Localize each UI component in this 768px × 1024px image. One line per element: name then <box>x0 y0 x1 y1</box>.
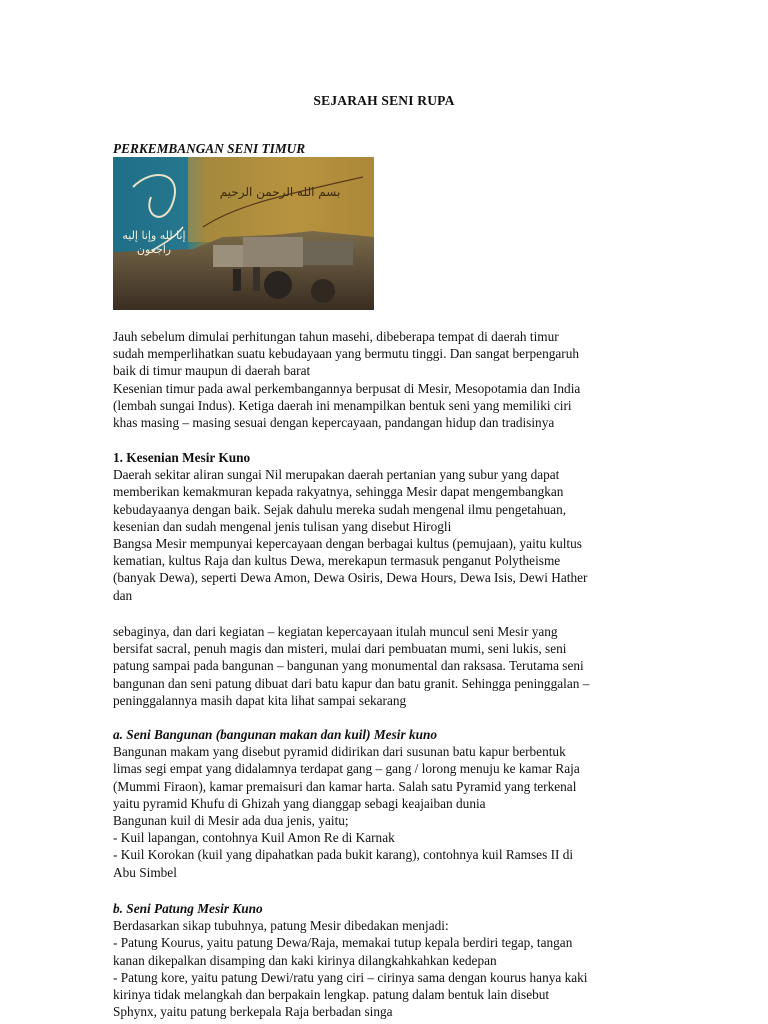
text-line: Bangsa Mesir mempunyai kepercayaan dengan berbagai kultus (pemujaan), yaitu kultus <box>113 535 582 551</box>
section-heading: PERKEMBANGAN SENI TIMUR <box>113 141 306 156</box>
text-line: sudah memperlihatkan suatu kebudayaan yang bermutu tinggi. Dan sangat berpengaruh <box>113 346 579 362</box>
page-title: SEJARAH SENI RUPA <box>313 93 455 108</box>
patung-heading: b. Seni Patung Mesir Kuno <box>113 901 263 916</box>
mesir-continued <box>113 623 658 709</box>
bangunan-section <box>113 726 658 881</box>
intro-paragraph <box>113 328 658 431</box>
text-line: peninggalannya masih dapat kita lihat sampai sekarang <box>113 692 407 708</box>
text-line: Sphynx, yaitu patung berkepala Raja berbadan singa <box>113 1004 393 1020</box>
text-line: Bangunan makam yang disebut pyramid didirikan dari susunan batu kapur berbentuk <box>113 744 566 760</box>
text-line: yaitu pyramid Khufu di Ghizah yang dianggap sebagi keajaiban dunia <box>113 795 486 811</box>
text-line: khas masing – masing sesuai dengan kepercayaan, pandangan hidup dan tradisinya <box>113 414 555 430</box>
text-line: - Patung kore, yaitu patung Dewi/ratu yang ciri – cirinya sama dengan kourus hanya kaki <box>113 969 588 985</box>
text-line: Daerah sekitar aliran sungai Nil merupakan daerah pertanian yang subur yang dapat <box>113 467 560 483</box>
text-line: Bangunan kuil di Mesir ada dua jenis, yaitu; <box>113 812 349 828</box>
text-line: Jauh sebelum dimulai perhitungan tahun masehi, dibeberapa tempat di daerah timur <box>113 329 559 344</box>
text-line: Berdasarkan sikap tubuhnya, patung Mesir dibedakan menjadi: <box>113 918 449 934</box>
text-line: kebudayaanya dengan baik. Sejak dahulu mereka sudah mengenal ilmu pengetahuan, <box>113 501 567 517</box>
bangunan-heading: a. Seni Bangunan (bangunan makan dan kuil) Mesir kuno <box>113 727 438 742</box>
text-line: - Kuil Korokan (kuil yang dipahatkan pada bukit karang), contohnya kuil Ramses II di <box>113 847 574 863</box>
mesir-section <box>113 449 658 604</box>
text-line: kirinya tidak melangkah dan berpakain lengkap. patung dalam bentuk lain disebut <box>113 986 550 1002</box>
text-line: Kesenian timur pada awal perkembangannya berpusat di Mesir, Mesopotamia dan India <box>113 380 581 396</box>
calligraphy-top-text: بسم الله الرحمن الرحيم <box>219 185 341 199</box>
patung-section <box>113 900 658 1020</box>
text-line: (banyak Dewa), seperti Dewa Amon, Dewa Osiris, Dewa Hours, Dewa Isis, Dewi Hather <box>113 570 588 586</box>
text-line: bangunan dan seni patung dibuat dari batu kapur dan batu granit. Sehingga peninggalan – <box>113 675 590 691</box>
text-line: kanan dikepalkan disamping dan kaki kirinya dilangkahkahkan kedepan <box>113 952 497 968</box>
mesir-heading: 1. Kesenian Mesir Kuno <box>113 450 251 465</box>
text-line: (Mummi Firaon), kamar premaisuri dan kamar harta. Salah satu Pyramid yang terkenal <box>113 778 577 794</box>
text-line: - Kuil lapangan, contohnya Kuil Amon Re di Karnak <box>113 830 395 846</box>
text-line: sebaginya, dan dari kegiatan – kegiatan kepercayaan itulah muncul seni Mesir yang <box>113 624 558 639</box>
text-line: kesenian dan sudah mengenal jenis tulisan yang disebut Hirogli <box>113 518 452 534</box>
text-line: - Patung Kourus, yaitu patung Dewa/Raja, memakai tutup kepala berdiri tegap, tangan <box>113 935 573 951</box>
text-line: patung sampai pada bangunan – bangunan yang monumental dan raksasa. Terutama seni <box>113 658 584 674</box>
text-line: kematian, kultus Raja dan kultus Dewa, merekapun termasuk penganut Polytheisme <box>113 553 561 569</box>
text-line: limas segi empat yang didalamnya terdapat gang – gang / lorong menuju ke kamar Raja <box>113 761 580 777</box>
text-line: (lembah sungai Indus). Ketiga daerah ini menampilkan bentuk seni yang memiliki ciri <box>113 397 572 413</box>
text-line: baik di timur maupun di daerah barat <box>113 363 311 379</box>
text-line: dan <box>113 587 133 603</box>
text-line: Abu Simbel <box>113 864 177 880</box>
text-line: bersifat sacral, penuh magis dan misteri, mulai dari pembuatan mumi, seni lukis, seni <box>113 641 567 657</box>
calligraphy-painting-image <box>113 157 374 310</box>
text-line: memberikan kemakmuran kepada rakyatnya, sehingga Mesir dapat mengembangkan <box>113 484 564 500</box>
calligraphy-left-text: إنا لله وإنا إليه راجعون <box>122 229 186 256</box>
